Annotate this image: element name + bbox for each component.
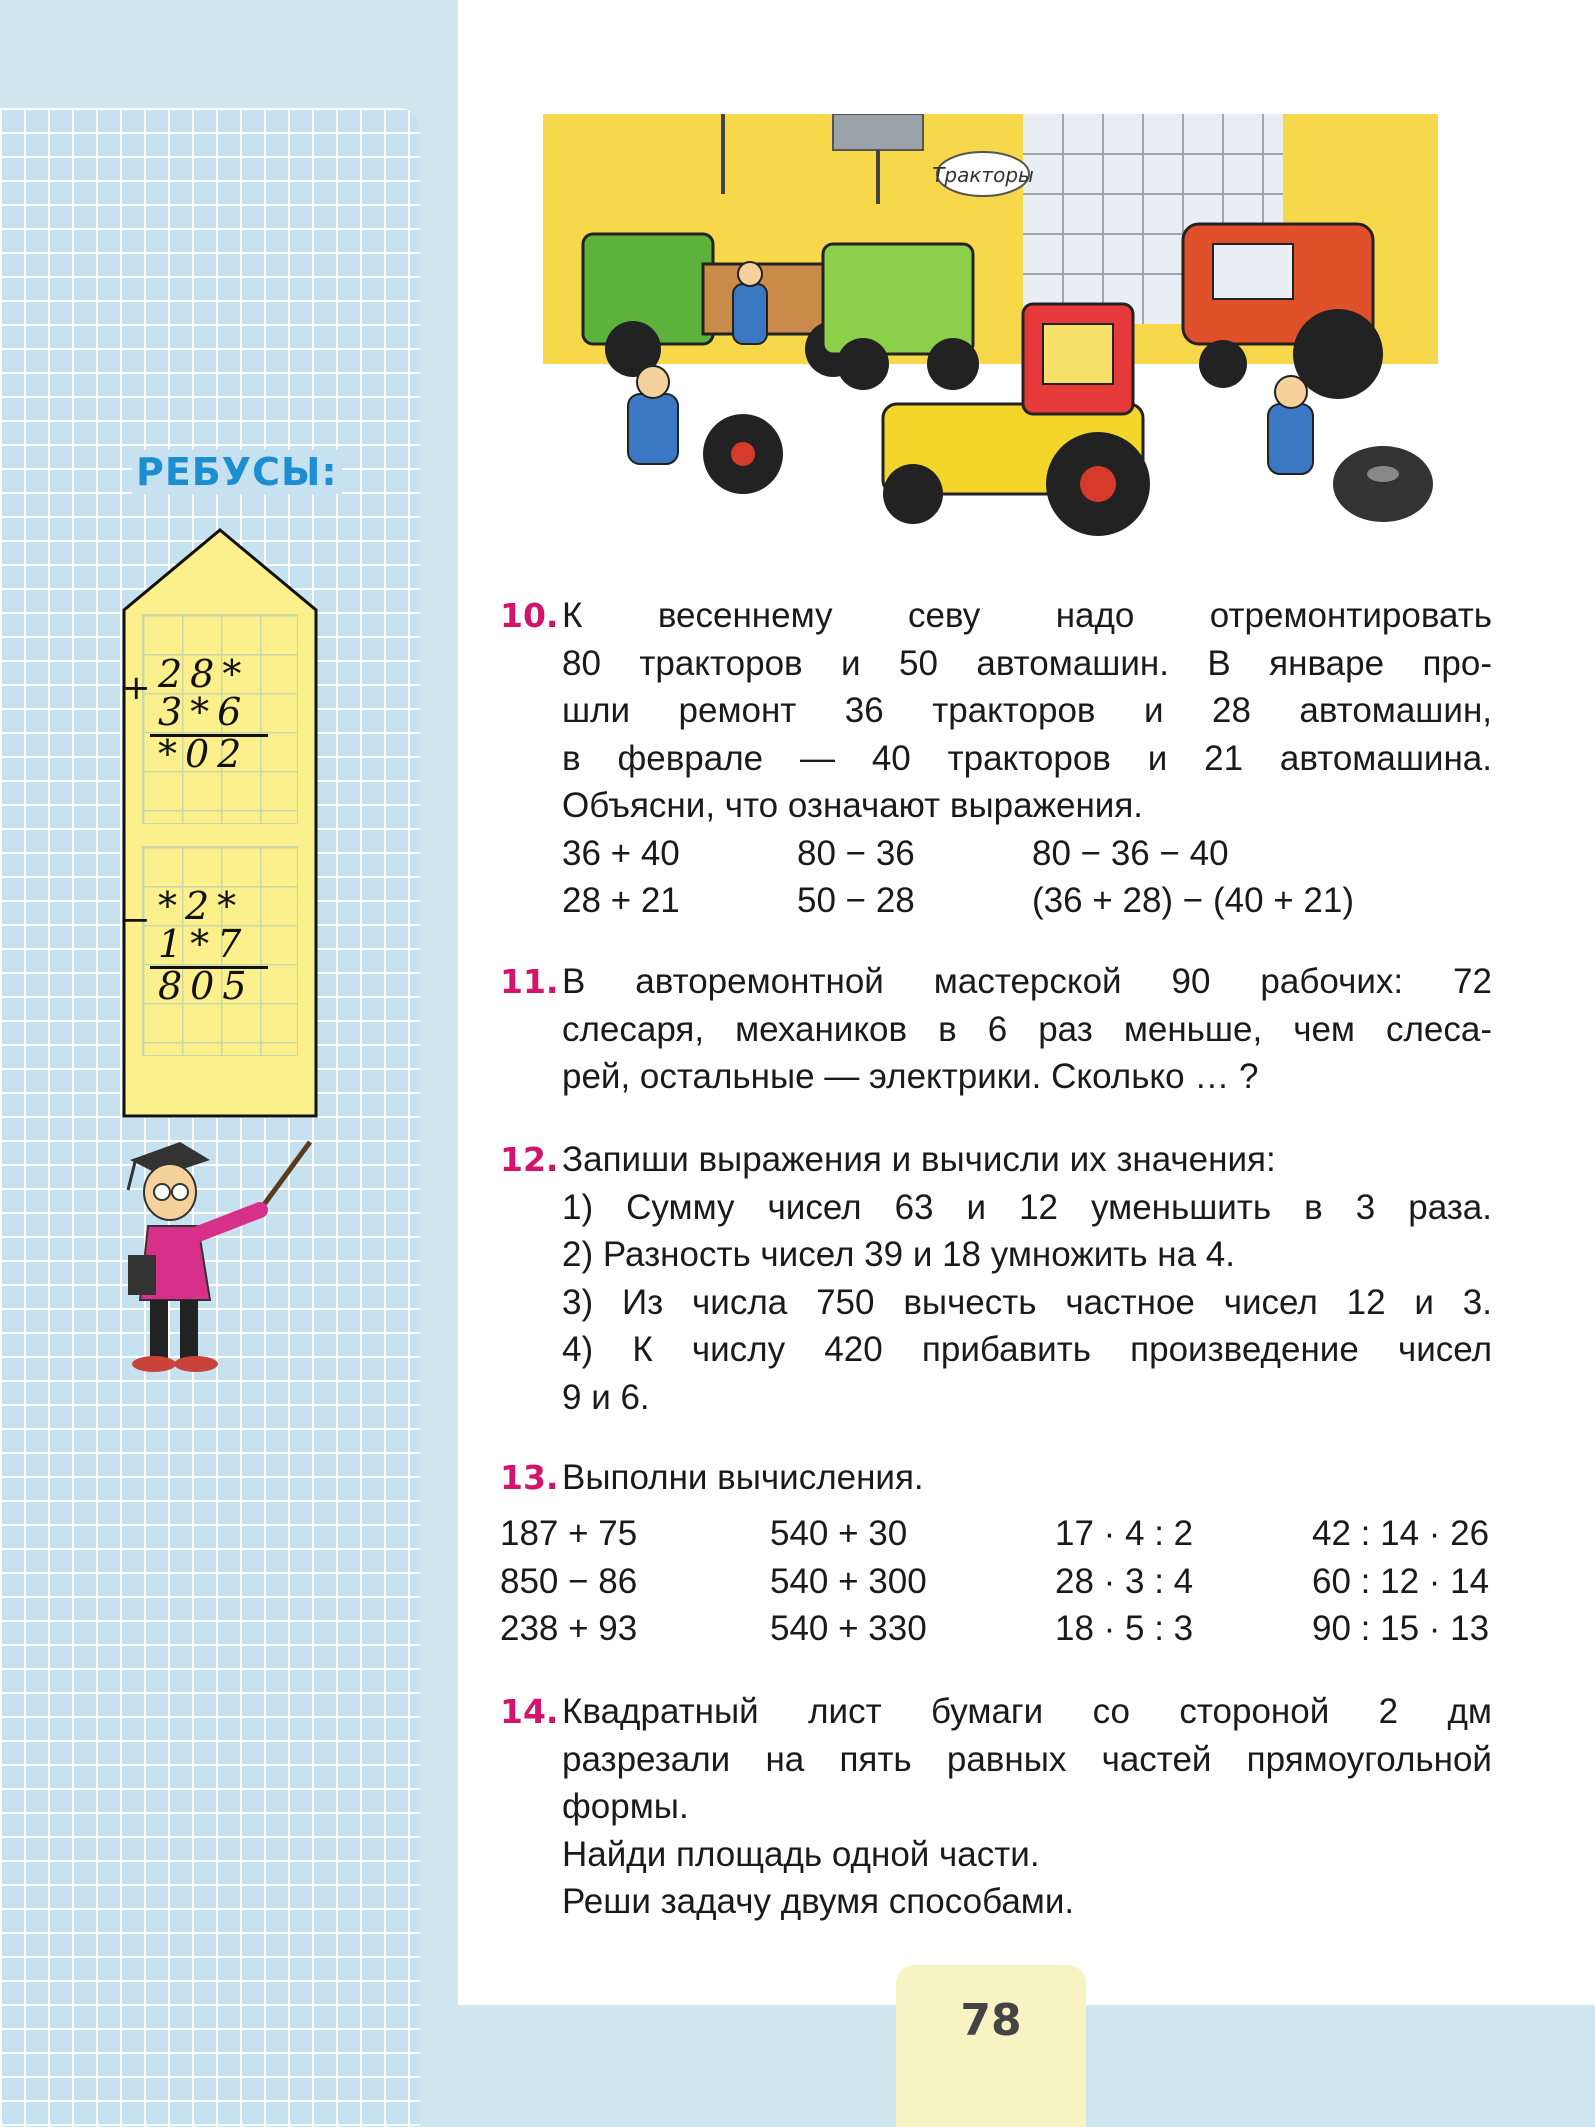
rebus-1-result: *02	[158, 732, 250, 776]
rebus-1-row-2: 3*6	[158, 690, 250, 734]
task-13-intro-wrap	[562, 1454, 1492, 1502]
task-12-number: 12.	[500, 1140, 559, 1179]
task-10-line: в феврале — 40 тракторов и 21 автомашина.	[562, 738, 1492, 778]
calc: 17 · 4 : 2	[1055, 1514, 1194, 1553]
task-10-expressions-row-1	[562, 830, 1492, 878]
calc: 18 · 5 : 3	[1055, 1609, 1194, 1648]
rebus-2-row-1: *2*	[158, 884, 245, 928]
task-13-column-2	[770, 1510, 1050, 1653]
task-14-text	[562, 1688, 1492, 1926]
task-11-text	[562, 958, 1492, 1101]
rebus-1-row-1: 28*	[158, 652, 250, 696]
calc: 238 + 93	[500, 1609, 638, 1648]
task-11-line: В авторемонтной мастерской 90 рабочих: 72	[562, 962, 1492, 1001]
task-12-text	[562, 1136, 1492, 1421]
task-12-item: 4) К числу 420 прибавить произведение чисел	[562, 1330, 1492, 1369]
rebus-1-operator: +	[122, 668, 151, 708]
calc: 28 · 3 : 4	[1055, 1561, 1194, 1601]
task-12-item: 3) Из числа 750 вычесть частное чисел 12 и 3.	[562, 1282, 1492, 1322]
expression: 80 − 36 − 40	[1032, 833, 1229, 873]
rebus-title: РЕБУСЫ:	[132, 450, 342, 494]
calc: 90 : 15 · 13	[1312, 1609, 1490, 1648]
task-12-items	[562, 1184, 1492, 1422]
expression: 28 + 21	[562, 881, 680, 920]
calc: 540 + 30	[770, 1514, 908, 1553]
calc: 540 + 330	[770, 1609, 927, 1648]
expression: 50 − 28	[797, 881, 915, 920]
calc: 187 + 75	[500, 1514, 638, 1553]
task-10-line: Объясни, что означают выражения.	[562, 786, 1144, 825]
rebus-2-result: 805	[158, 964, 255, 1008]
task-10-number: 10.	[500, 596, 559, 635]
task-12-item: 9 и 6.	[562, 1377, 650, 1417]
task-10-line: шли ремонт 36 тракторов и 28 автомашин,	[562, 691, 1492, 730]
task-14-line: разрезали на пять равных частей прямоугольной	[562, 1739, 1492, 1779]
task-12-item: 1) Сумму чисел 63 и 12 уменьшить в 3 раза.	[562, 1187, 1492, 1227]
expression: 36 + 40	[562, 833, 680, 873]
page-number: 78	[896, 1965, 1086, 2127]
task-10-line: 80 тракторов и 50 автомашин. В январе про-	[562, 643, 1492, 683]
task-10-line: К весеннему севу надо отремонтировать	[562, 596, 1492, 635]
rebus-2-row-2: 1*7	[158, 922, 250, 966]
task-13-column-1	[500, 1510, 770, 1653]
task-12-intro: Запиши выражения и вычисли их значения:	[562, 1140, 1276, 1179]
garage-illustration	[543, 114, 1438, 561]
task-14-line: Найди площадь одной части.	[562, 1834, 1040, 1874]
rebus-2-operator: −	[122, 900, 151, 940]
expression: 80 − 36	[797, 833, 915, 873]
illustration-sign: Тракторы	[932, 163, 1034, 187]
task-14-line: Реши задачу двумя способами.	[562, 1882, 1075, 1921]
task-13-number: 13.	[500, 1458, 559, 1497]
task-12-item: 2) Разность чисел 39 и 18 умножить на 4.	[562, 1235, 1235, 1274]
task-14-line: формы.	[562, 1787, 689, 1826]
task-14-number: 14.	[500, 1692, 559, 1731]
task-13-intro: Выполни вычисления.	[562, 1458, 924, 1497]
task-10-text	[562, 592, 1492, 925]
expression: (36 + 28) − (40 + 21)	[1032, 881, 1355, 920]
task-13-column-3	[1055, 1510, 1305, 1653]
task-13-column-4	[1312, 1510, 1512, 1653]
calc: 60 : 12 · 14	[1312, 1561, 1490, 1601]
task-11-number: 11.	[500, 962, 559, 1001]
calc: 850 − 86	[500, 1561, 638, 1601]
calc: 540 + 300	[770, 1561, 927, 1601]
task-11-line: слесаря, механиков в 6 раз меньше, чем слеса-	[562, 1009, 1492, 1049]
task-11-line: рей, остальные — электрики. Сколько … ?	[562, 1057, 1259, 1096]
calc: 42 : 14 · 26	[1312, 1514, 1490, 1553]
task-10-expressions-row-2	[562, 877, 1492, 925]
task-14-line: Квадратный лист бумаги со стороной 2 дм	[562, 1692, 1492, 1731]
teacher-illustration	[110, 1130, 320, 1380]
